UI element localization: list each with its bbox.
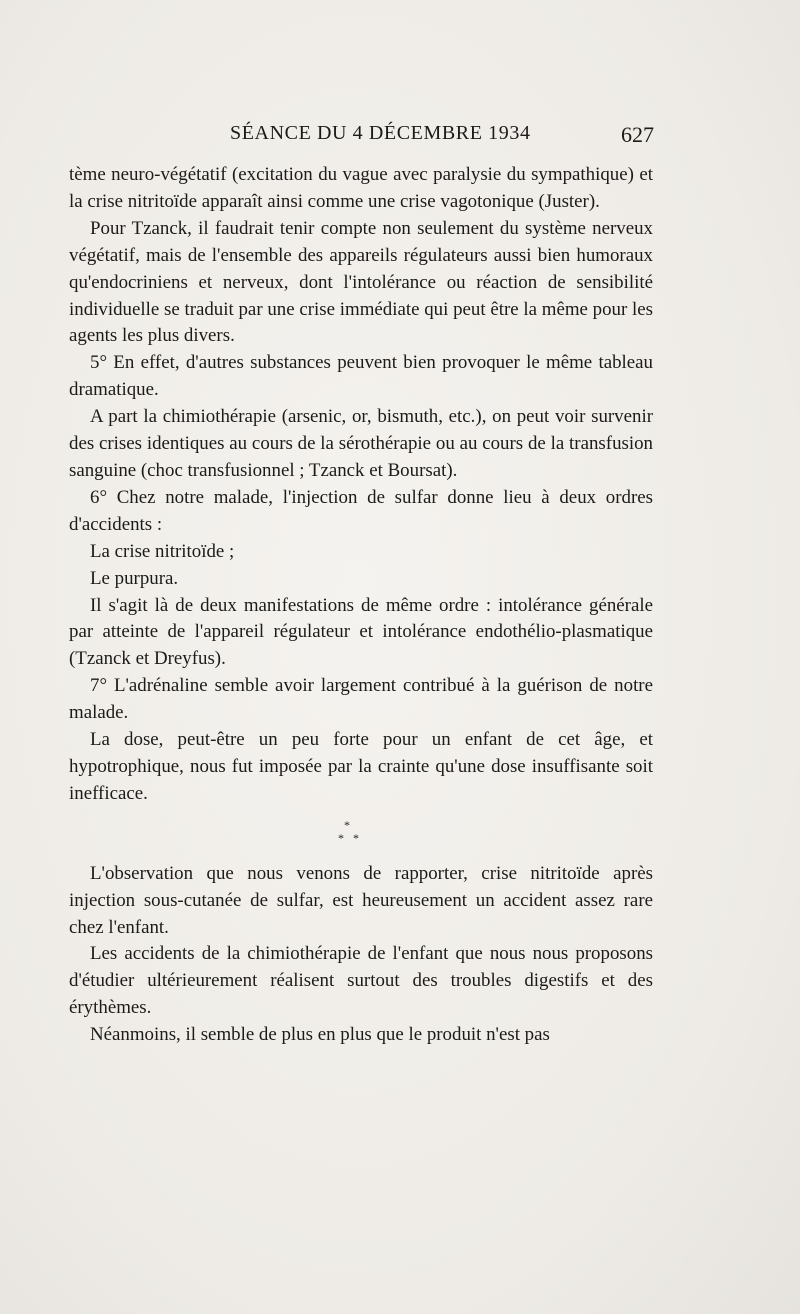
page-number: 627: [621, 122, 654, 147]
running-header: [70, 122, 654, 152]
paragraph: Il s'agit là de deux manifestations de même ordre : intolérance générale par atteinte de l'appareil régulateur et intolérance endothélio-plasmatique (Tzanck et Dreyfus).: [69, 594, 653, 670]
asterisk-top: *: [344, 817, 350, 832]
paragraph: La dose, peut-être un peu forte pour un enfant de cet âge, et hypotrophique, nous fut imposée par la crainte qu'une dose insuffisante soit inefficace.: [69, 729, 653, 804]
paragraph: A part la chimiothérapie (arsenic, or, bismuth, etc.), on peut voir survenir des crises identiques au cours de la sérothérapie ou au cours de la transfusion sanguine (choc transfusionnel ; Tzanck et Boursat).: [69, 406, 653, 481]
asterisk-bottom: * *: [338, 830, 362, 845]
list-item: La crise nitritoïde ;: [90, 540, 235, 562]
section-separator: [69, 808, 653, 861]
paragraph: 5° En effet, d'autres substances peuvent bien provoquer le même tableau dramatique.: [69, 352, 653, 401]
paragraph: Les accidents de la chimiothérapie de l'enfant que nous nous proposons d'étudier ultérieurement réalisent surtout des troubles digestifs et des érythèmes.: [69, 943, 653, 1019]
paragraph: Néanmoins, il semble de plus en plus que le produit n'est pas: [90, 1024, 550, 1046]
paragraph: 7° L'adrénaline semble avoir largement contribué à la guérison de notre malade.: [69, 675, 653, 724]
paragraph: Pour Tzanck, il faudrait tenir compte non seulement du système nerveux végétatif, mais de l'ensemble des appareils régulateurs aussi bien humoraux qu'endocriniens et nerveux, dont l'intolérance ou réaction de sensibilité individuelle se traduit par une crise immédiate qui peut être la même pour les agents les plus divers.: [69, 217, 653, 347]
paragraph-continued: tème neuro-végétatif (excitation du vague avec paralysie du sympathique) et la crise nitritoïde apparaît ainsi comme une crise vagotonique (Juster).: [69, 164, 653, 212]
paragraph: L'observation que nous venons de rapporter, crise nitritoïde après injection sous-cutanée de sulfar, est heureusement un accident assez rare chez l'enfant.: [69, 862, 653, 938]
header-title: SÉANCE DU 4 DÉCEMBRE 1934: [230, 122, 531, 144]
body-text: [69, 162, 653, 1049]
paragraph: 6° Chez notre malade, l'injection de sulfar donne lieu à deux ordres d'accidents :: [69, 486, 653, 535]
list-item: Le purpura.: [90, 567, 179, 589]
